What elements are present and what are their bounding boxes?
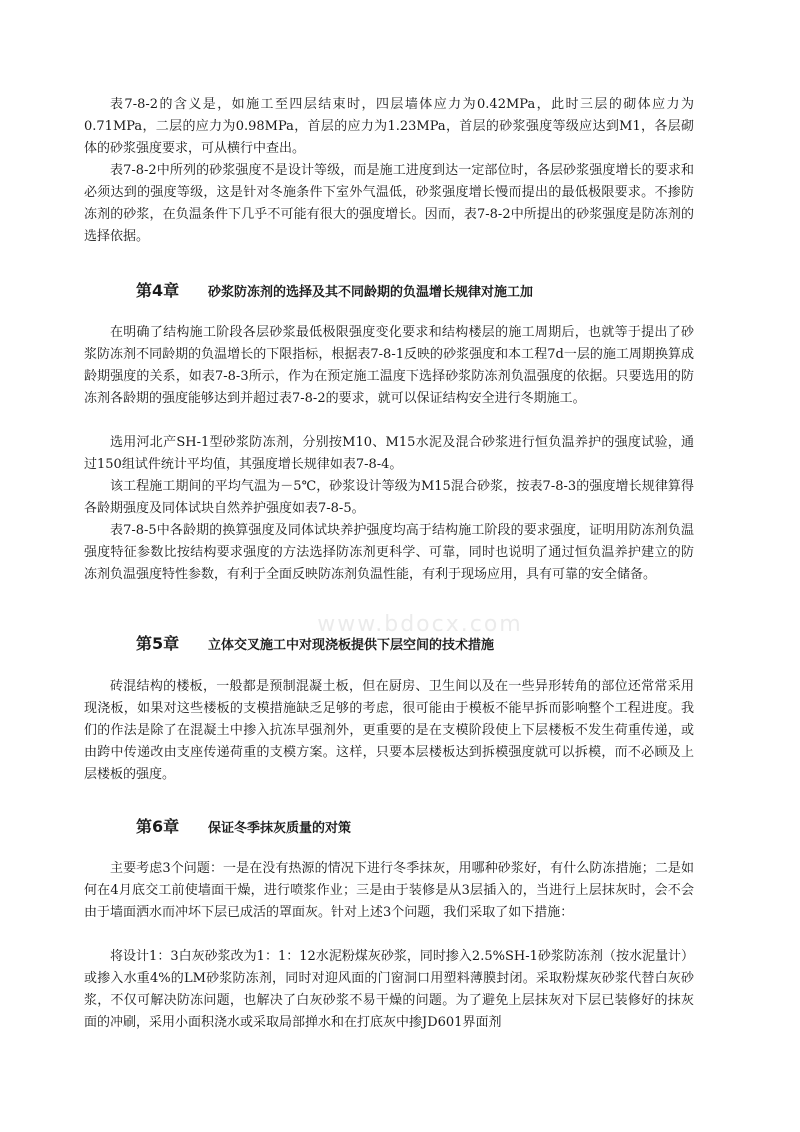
chapter-5-number: 第5章 [136, 634, 180, 653]
chapter-5-title: 立体交叉施工中对现浇板提供下层空间的技术措施 [208, 638, 495, 653]
paragraph-table-7-8-5-conclusion: 表7-8-5中各龄期的换算强度及同体试块养护强度均高于结构施工阶段的要求强度，证明用防冻剂负温强度特征参数比按结构要求强度的方法选择防冻剂更科学、可靠，同时也说明了通过恒负温养护建立的防冻剂负温强度特性参数，有利于全面反映防冻剂负温性能，有利于现场应用，具有可靠的安全储备。 [84, 523, 694, 582]
paragraph-three-problems: 主要考虑3个问题：一是在没有热源的情况下进行冬季抹灰，用哪种砂浆好，有什么防冻措施；二是如何在4月底交工前使墙面干燥，进行喷浆作业；三是由于装修是从3层插入的，当进行上层抹灰时，会不会由于墙面洒水而冲坏下层已成活的罩面灰。针对上述3个问题，我们采取了如下措施： [84, 861, 694, 920]
chapter-4-number: 第4章 [136, 281, 180, 300]
chapter-4-title: 砂浆防冻剂的选择及其不同龄期的负温增长规律对施工加 [208, 285, 534, 300]
watermark: www.bdocx.com [317, 612, 523, 637]
paragraph-mortar-change-measures: 将设计1：3白灰砂浆改为1：1：12水泥粉煤灰砂浆，同时掺入2.5%SH-1砂浆防冻剂（按水泥量计）或掺入水重4%的LM砂浆防冻剂，同时对迎风面的门窗洞口用塑料薄膜封闭。采取粉煤灰砂浆代替白灰砂浆，不仅可解决防冻问题，也解决了白灰砂浆不易干燥的问题。为了避免上层抹灰对下层已装修好的抹灰面的冲刷，采用小面积浇水或采取局部掸水和在打底灰中掺JD601界面剂 [84, 949, 694, 1030]
paragraph-cast-in-place-slab: 砖混结构的楼板，一般都是预制混凝土板，但在厨房、卫生间以及在一些异形转角的部位还常常采用现浇板，如果对这些楼板的支模措施缺乏足够的考虑，很可能由于模板不能早拆而影响整个工程进度。我们的作法是除了在混凝土中掺入抗冻早强剂外，更重要的是在支模阶段使上下层楼板不发生荷重传递，或由跨中传递改由支座传递荷重的支模方案。这样，只要本层楼板达到拆模强度就可以拆模，而不必顾及上层楼板的强度。 [84, 679, 694, 782]
paragraph-average-temperature: 该工程施工期间的平均气温为－5℃，砂浆设计等级为M15混合砂浆，按表7-8-3的强度增长规律算得各龄期强度及同体试块自然养护强度如表7-8-5。 [84, 479, 694, 516]
paragraph-antifreeze-lower-limit: 在明确了结构施工阶段各层砂浆最低极限强度变化要求和结构楼层的施工周期后，也就等于提出了砂浆防冻剂不同龄期的负温增长的下限指标，根据表7-8-1反映的砂浆强度和本工程7d一层的施工周期换算成龄期强度的关系，如表7-8-3所示，作为在预定施工温度下选择砂浆防冻剂负温强度的依据。只要选用的防冻剂各龄期的强度能够达到并超过表7-8-2的要求，就可以保证结构安全进行冬期施工。 [84, 325, 694, 406]
chapter-4-heading [136, 274, 716, 302]
paragraph-sh1-antifreeze-test: 选用河北产SH-1型砂浆防冻剂，分别按M10、M15水泥及混合砂浆进行恒负温养护的强度试验，通过150组试件统计平均值，其强度增长规律如表7-8-4。 [84, 435, 694, 472]
paragraph-table-7-8-2-meaning: 表7-8-2的含义是，如施工至四层结束时，四层墙体应力为0.42MPa，此时三层的砌体应力为0.71MPa，二层的应力为0.98MPa，首层的应力为1.23MPa，首层的砂浆强度等级应达到M1，各层砌体的砂浆强度要求，可从横行中查出。 [84, 97, 694, 156]
chapter-6-number: 第6章 [136, 817, 180, 836]
chapter-6-heading [136, 810, 716, 838]
chapter-6-title: 保证冬季抹灰质量的对策 [208, 821, 352, 836]
paragraph-mortar-strength-requirement: 表7-8-2中所列的砂浆强度不是设计等级，而是施工进度到达一定部位时，各层砂浆强度增长的要求和必须达到的强度等级，这是针对冬施条件下室外气温低，砂浆强度增长慢而提出的最低极限要求。不掺防冻剂的砂浆，在负温条件下几乎不可能有很大的强度增长。因而，表7-8-2中所提出的砂浆强度是防冻剂的选择依据。 [84, 163, 694, 244]
